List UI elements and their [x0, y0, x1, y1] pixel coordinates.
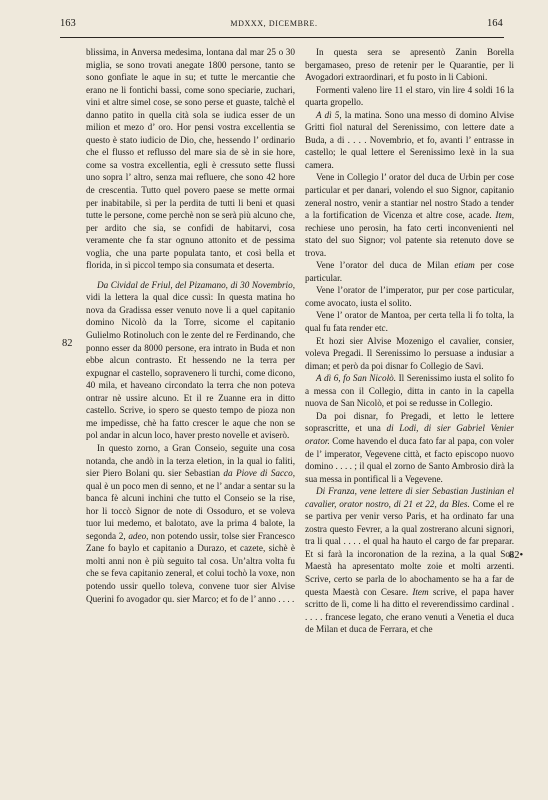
left-column — [86, 46, 295, 605]
margin-note-left: 82 — [62, 338, 73, 349]
paragraph: Vene l’ orator de Mantoa, per certa tella li fo tolta, la qual fu fata render etc. — [305, 310, 514, 334]
page-header — [0, 18, 548, 34]
paragraph: Vene in Collegio l’ orator del duca de Urbin per cose particular et per danari, volendo el suo Signor, capitanio zeneral nostro, venir a stantiar nel nostro Stado a tender a la fortification de Vicenza et altre cose, acade. Item, rechiese uno perosin, ha fato certi inconvenienti nel stato del suo Signor; vol patente sia retenuto dove se trova. — [305, 172, 514, 258]
running-title: MDXXX, DICEMBRE. — [230, 19, 318, 28]
paragraph: Vene l’orator del duca de Milan etiam per cose particular. — [305, 260, 514, 283]
paragraph: blissima, in Anversa medesima, lontana dal mar 25 o 30 miglia, se sono trovati anegate 1800 persone, tanto se sono gonfiate le aque in su; et tutte le mercantie che erano ne li fontichi bassi, come sono speciarie, zuchari, vini et altre simel cose, se sono perse et guaste, talchè el danno patito in quella cità sola se iudica esser de un milion et mezo d’ oro. Hor pensi vostra excellentia se questo è stato iudicio de Dio, che, hessendo l’ ordinario che el flusso et reflusso del mare sia de sè in sie hore, come sa vostra excellentia, egli è cressuto sette flussi uno sopra l’ altro, senza mai refluere, che sono 42 hore de crescentia. Tutto quel povero paese se mette ormai per inabitabile, sì per la perdita de tutti li beni et quasi tutte le persone, come perchè non se serà più alcuno che, per ardito che sia, se confidi de habitarvi, cosa veramente che fa star ognuno attonito et de pessima voglia, che una parte populata tanto, et così bella et florida, in sì piccol tempo sia consumata et deserta. — [86, 47, 295, 271]
paragraph: Et hozi sier Alvise Mozenigo el cavalier, consier, voleva Pregadi. Il Serenissimo lo persuase a indusiar a diman; et però da poi disnar fo Collegio de Savi. — [305, 335, 514, 371]
paragraph: In questa sera se apresentò Zanin Borella bergamaseo, preso de retenir per le Quarantie, per li Avogadori extraordinari, et fu posto in li Cabioni. — [305, 47, 514, 83]
page-number-right: 164 — [487, 18, 503, 29]
italic-heading: Da Cividal de Friul, del Pizamano, di 30 Novembrio, — [97, 279, 295, 290]
paragraph: Vene l’orator de l’imperator, pur per cose particular, come avocato, iusta el solito. — [305, 285, 514, 308]
paragraph: Di Franza, vene lettere di sier Sebastian Justinian el cavalier, orator nostro, di 21 et 22, da Bles. Come el re se partiva per venir verso Paris, et ha ordinato far una zostra questo Fevrer, a la qual zostrerano alcuni signori, tra li qual . . . . el qual ha hauto el cargo de far preparar. Et si farà la incoronation de la rezina, a la qual Soa Maestà ha apresentato molte zoie et molti arzenti. Scrive, certo se parla de lo abochamento se ha a far de questa Maestà con Cesare. Item scrive, el papa haver scritto de lì, come li ha ditto el reverendissimo cardinal . . . . . francese legato, che erano venuti a Venetia el duca de Milan et duca de Ferrara, et che — [305, 486, 514, 635]
paragraph: Formenti valeno lire 11 el staro, vin lire 4 soldi 16 la quarta gropello. — [305, 84, 514, 108]
header-rule — [60, 37, 504, 38]
paragraph: In questo zorno, a Gran Conseio, seguite una cosa notanda, che andò in la terza eletion, in la qual io faliti, sier Piero Bolani qu. sier Sebastian da Piove di Sacco, qual è un poco men di senno, et ne l’ andar a sentar su la banca fè alcuni inchini che tutto el Conseio se la rise, hor li toccò Signor de note di Ossoduro, et se voleva tuor lui medemo, et balotato, ave la prima 4 balote, la segonda 2, adeo, non potendo ussir, tolse sier Francesco Zane fo baylo et capitanio a Durazo, et cazete, sichè è molti anni non è più seguito tal cosa. Un’altra volta fu che se feva capitanio zeneral, et colui tochò la voxe, non potendo ussir quello toleva, convene tuor sier Alvise Querini fo avogador qu. sier Marco; et fo de l’ anno . . . . — [86, 442, 296, 604]
paragraph: Da poi disnar, fo Pregadi, et letto le lettere soprascritte, et una di Lodi, di sier Gabriel Venier orator. Come havendo el duca fato far al papa, con voler de l’ imperator, Vegevene città, et facto episcopo nuovo domino . . . . ; il qual el zorno de Santo Ambrosio dirà la sua messa in pontifical li a Vegevene. — [305, 410, 514, 484]
margin-note-right: 82• — [509, 550, 524, 561]
paragraph: Da Cividal de Friul, del Pizamano, di 30 Novembrio, vidi la lettera la qual dice cussì: In questa matina ho nova da Gradissa esser venuto nove li a quel capitanio domino Nicolò da la Torre, sicome el capitanio Gulielmo Rotinoluch con le zente del re Ferdinando, che ponno esser da 8000 persone, era intrato in Buda et non ebbe alcun contrasto. Et hessendo ne la terra per expugnar el castello, sopravenero li turchi, come dicono, 40 mila, et haveano circondato la terra che non poteva ontrar nè ussire alcuno. Et il re Zuanne era in ditto castello. Scrive, io spero se questo tempo de pioza non me impedisse, chè ha fatto crescer le aque che non se pol andar in alcun loco, haver presto novelle et aviserò. — [86, 279, 295, 441]
right-column — [305, 46, 514, 636]
paragraph: A dì 6, fo San Nicolò. Il Serenissimo iusta el solito fo a messa con il Collegio, ditta in canto in la capella nuova de San Nicolò, et poi se redusse in Collegio. — [305, 373, 514, 409]
paragraph: A dì 5, la matina. Sono una messo di domino Alvise Gritti fiol natural del Serenissimo, con lettere date a Buda, a di . . . . Novembrio, et fo, avanti l’ entrasse in castello; le qual lettere el Serenissimo lexè in la sua camera. — [305, 109, 514, 170]
page-number-left: 163 — [60, 18, 76, 29]
